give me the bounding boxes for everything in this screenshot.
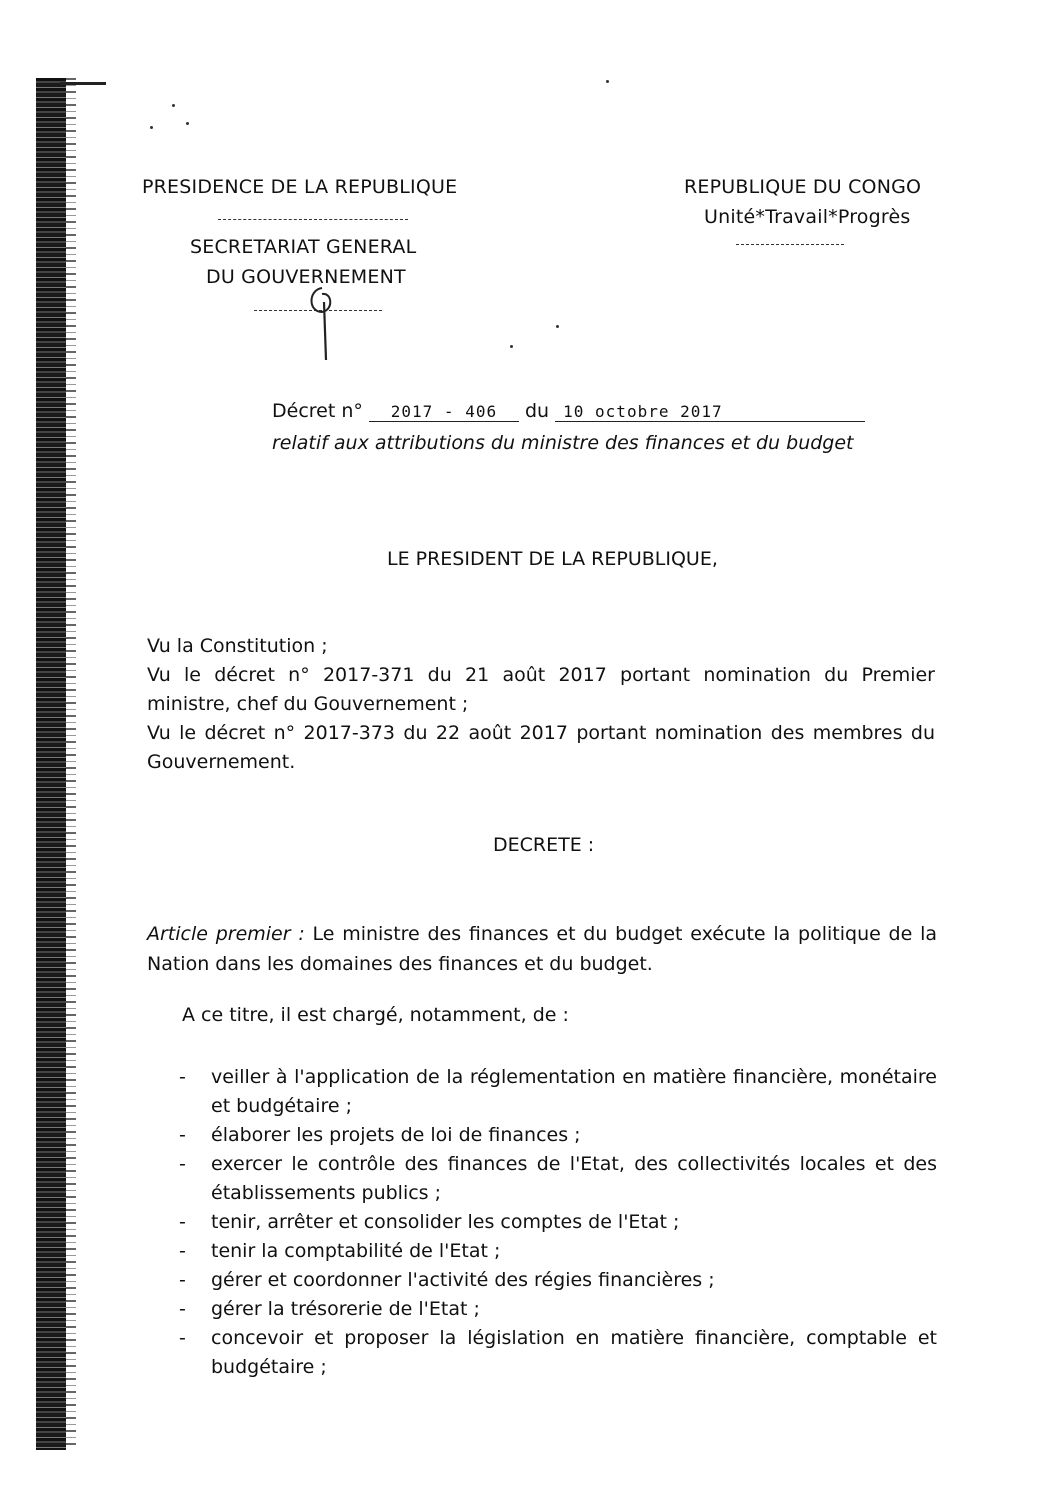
list-item: - exercer le contrôle des finances de l'Etat, des collectivités locales et des établissements publics ; (175, 1150, 937, 1208)
considerant: Vu la Constitution ; (147, 635, 328, 657)
article-premier (147, 919, 937, 979)
list-item: - gérer la trésorerie de l'Etat ; (175, 1295, 937, 1324)
header-gouvernement: DU GOUVERNEMENT (206, 266, 406, 288)
list-item: - élaborer les projets de loi de finances ; (175, 1121, 937, 1150)
considerant: Vu le décret n° 2017-373 du 22 août 2017 portant nomination des membres du Gouvernement. (147, 722, 935, 773)
considerant: Vu le décret n° 2017-371 du 21 août 2017 portant nomination du Premier ministre, chef du Gouvernement ; (147, 664, 935, 715)
header-motto: Unité*Travail*Progrès (704, 206, 911, 228)
scan-speck (606, 80, 609, 83)
header-divider (736, 244, 844, 245)
scan-speck (172, 104, 175, 107)
header-secretariat: SECRETARIAT GENERAL (190, 236, 417, 258)
scan-speck (186, 122, 189, 125)
scan-speck (556, 325, 559, 328)
duties-list (175, 1063, 937, 1382)
list-item: - concevoir et proposer la législation en matière financière, comptable et budgétaire ; (175, 1324, 937, 1382)
president-title: LE PRESIDENT DE LA REPUBLIQUE, (387, 548, 718, 570)
handwritten-mark (300, 282, 340, 362)
list-item: - tenir la comptabilité de l'Etat ; (175, 1237, 937, 1266)
decree-line (272, 400, 865, 422)
scan-speck (150, 126, 153, 129)
scan-mark (60, 82, 106, 85)
decree-number: 2017 - 406 (369, 402, 519, 422)
list-item: - gérer et coordonner l'activité des régies financières ; (175, 1266, 937, 1295)
decree-date: 10 octobre 2017 (555, 402, 865, 422)
scan-binding-edge (36, 78, 66, 1450)
header-presidence: PRESIDENCE DE LA REPUBLIQUE (142, 176, 458, 198)
article-label: Article premier : (147, 923, 305, 945)
decree-prefix: Décret n° (272, 400, 363, 422)
article-text: Le ministre des finances et du budget exécute la politique de la Nation dans les domaines des finances et du budget. (147, 923, 937, 975)
intro-text: A ce titre, il est chargé, notamment, de : (182, 1004, 569, 1026)
list-item: - veiller à l'application de la réglementation en matière financière, monétaire et budgétaire ; (175, 1063, 937, 1121)
header-republique: REPUBLIQUE DU CONGO (684, 176, 922, 198)
decree-du: du (524, 400, 550, 422)
decree-subject: relatif aux attributions du ministre des finances et du budget (272, 432, 854, 454)
considerants (147, 632, 935, 777)
list-item: - tenir, arrêter et consolider les comptes de l'Etat ; (175, 1208, 937, 1237)
scan-speck (510, 345, 513, 348)
header-divider (218, 219, 408, 220)
decrete-heading: DECRETE : (493, 834, 595, 856)
